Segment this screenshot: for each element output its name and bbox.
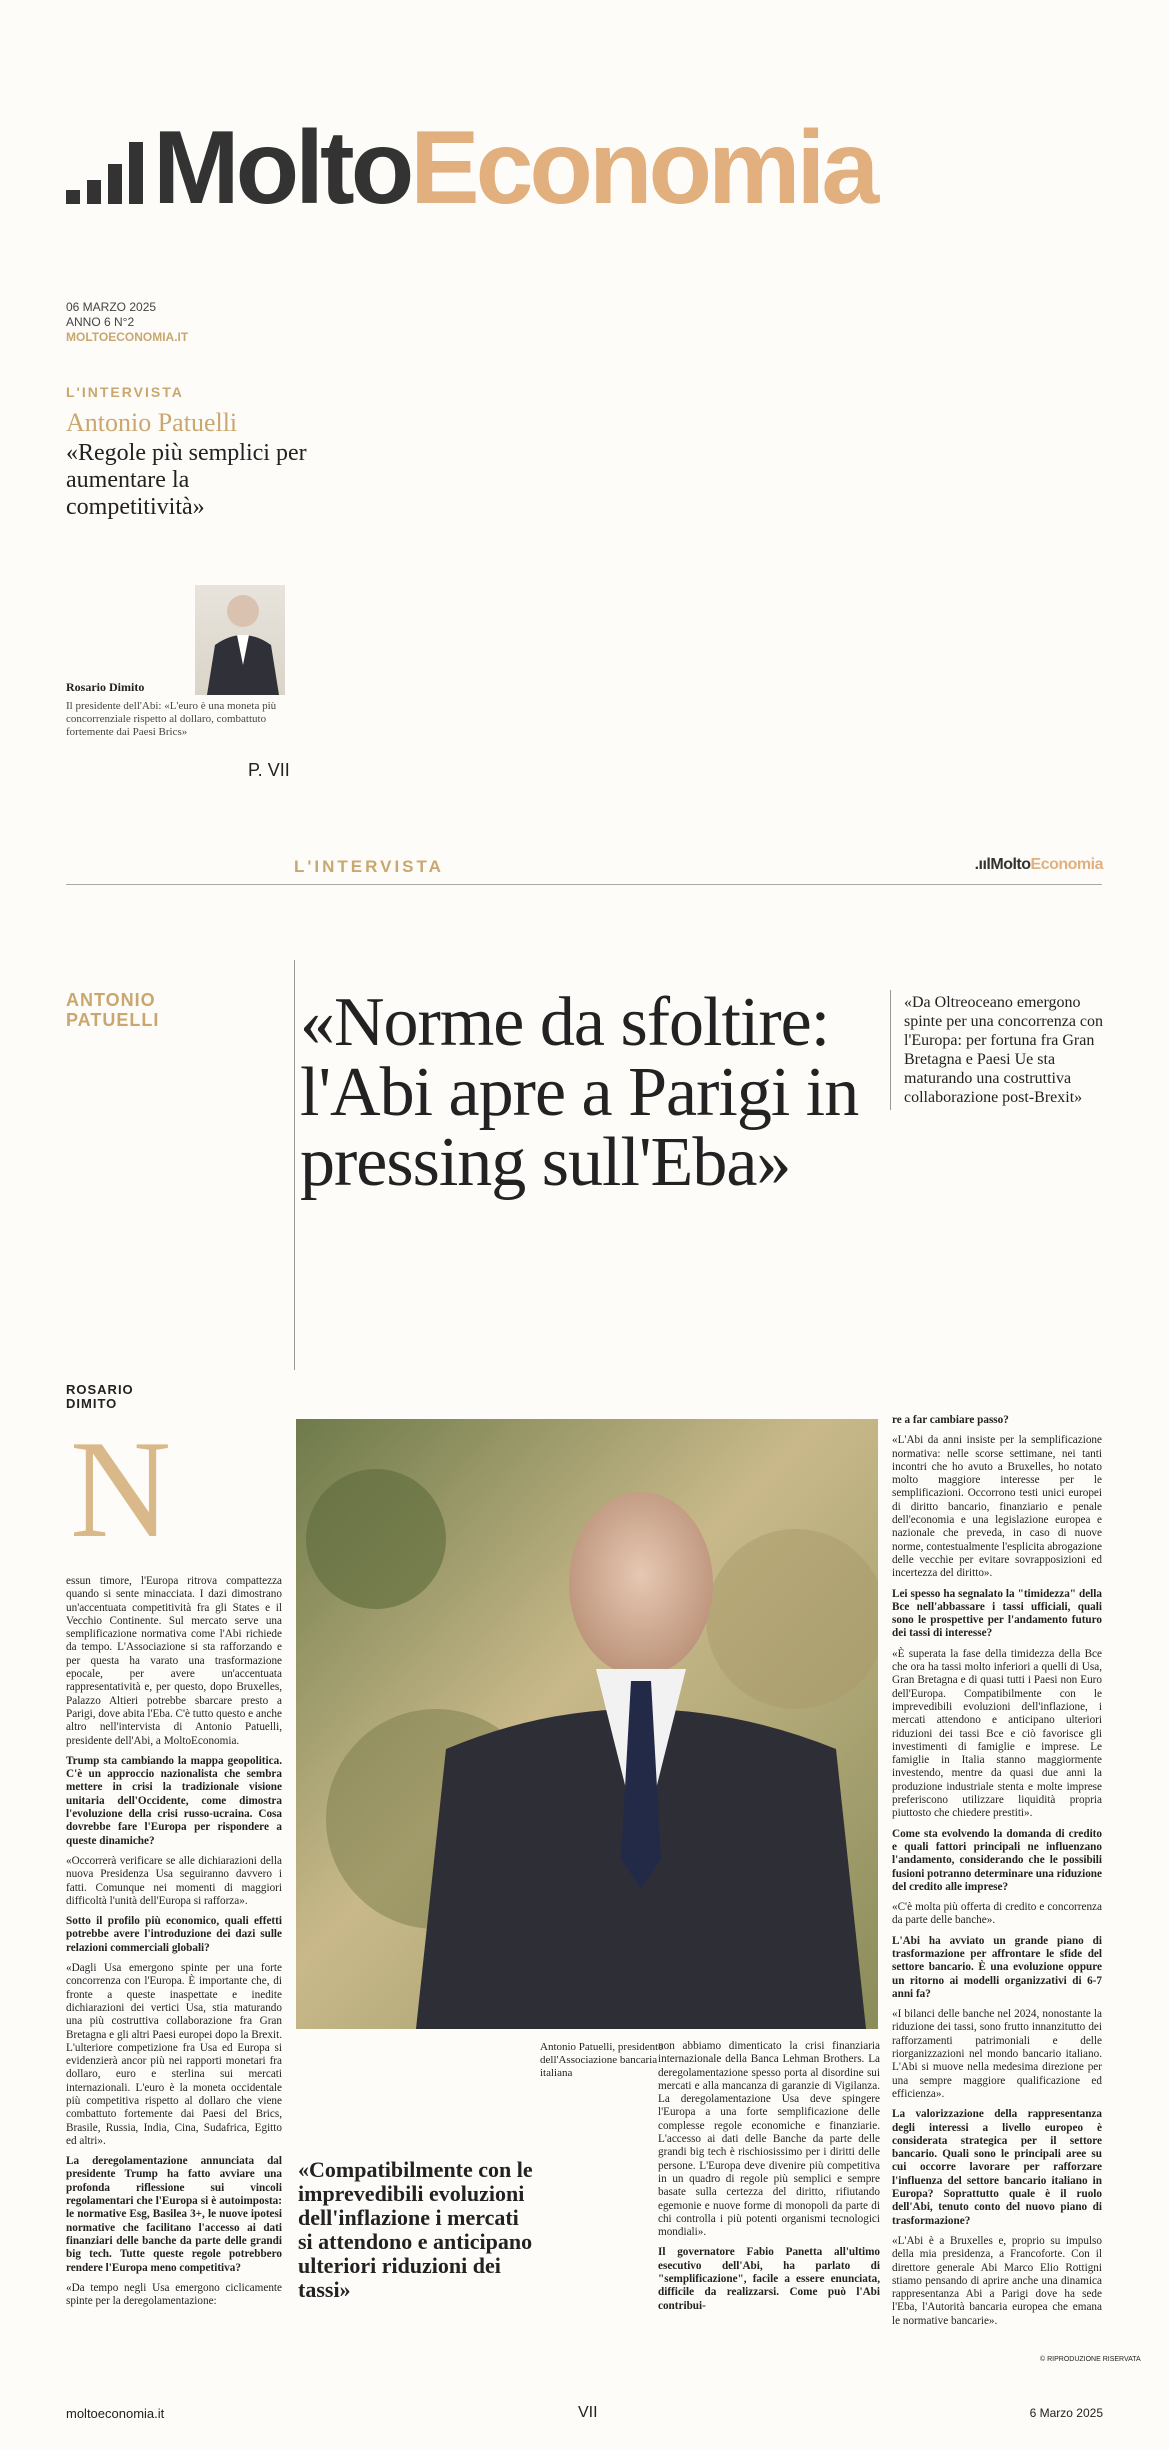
interview-paragraph: non abbiamo dimenticato la crisi finanziaria internazionale della Banca Lehman Brothers. La deregolamentazione spesso porta al disordine sui mercati e alla mancanza di garanzie di Vigilanza. La deregolamentazione Usa deve spingere l'Europa a una forte semplificazione delle complesse regole economiche e finanziarie. L'accesso ai dati delle Banche da parte delle grandi big tech è rischiosissimo per i diritti delle persone. L'Europa deve divenire più competitiva in un quadro di regole più semplici e sempre basate sulla certezza del diritto, rifiutando egemonie e nuove forme di monopoli da parte di chi controlla i più potenti organismi tecnologici mondiali». xyxy=(658,2040,880,2239)
vertical-rule xyxy=(294,960,295,1370)
issue-info xyxy=(66,300,188,345)
interview-paragraph: «I bilanci delle banche nel 2024, nonostante la riduzione dei tassi, sono frutto innanzitutto dei rafforzamenti patrimoniali e delle riorganizzazioni nel mondo bancario italiano. L'Abi si muove nella medesima direzione per una sempre maggiore qualificazione ed efficienza». xyxy=(892,2008,1102,2100)
copyright: © RIPRODUZIONE RISERVATA xyxy=(1040,2356,1141,2363)
interview-paragraph: «È superata la fase della timidezza della Bce che ora ha tassi molto inferiori a quelli di Usa, Gran Bretagna e di quasi tutti i Paesi non Euro dell'Europa. Compatibilmente con le imprevedibili evoluzioni dell'inflazione, i mercati attendono e anticipano ulteriori riduzioni dei tassi Bce e ciò favorisce gli investimenti di famiglie e imprese. Le famiglie in Italia stanno maggiormente investendo, mentre da quasi due anni la produzione industriale stenta e molte imprese preferiscono utilizzare liquidità propria piuttosto che chiedere prestiti». xyxy=(892,1647,1102,1820)
article-kicker: L'INTERVISTA xyxy=(294,857,444,876)
article-photo xyxy=(296,1419,878,2029)
interview-paragraph: «Da tempo negli Usa emergono ciclicamente spinte per la deregolamentazione: xyxy=(66,2281,282,2308)
issue-number: ANNO 6 N°2 xyxy=(66,315,135,329)
headline: «Norme da sfoltire: l'Abi apre a Parigi in pressing sull'Eba» xyxy=(300,984,859,1201)
teaser-photo xyxy=(195,585,285,695)
interview-paragraph: essun timore, l'Europa ritrova compattezza quando si sente minacciata. I dazi dimostrano un'accentuata competitività fra gli States e il Vecchio Continente. Sul mercato serve una semplificazione normativa come l'Abi richiede da tempo. L'Associazione si sta rafforzando e per questa ha varato una trasformazione epocale, per avere un'accentuata rappresentatività e, per questo, dopo Bruxelles, Palazzo Altieri potrebbe sbarcare presto a Parigi, dove abita l'Eba. C'è tutto questo e anche altro nell'intervista di Antonio Patuelli, presidente dell'Abi, a MoltoEconomia. xyxy=(66,1575,282,1747)
interview-question: La deregolamentazione annunciata dal presidente Trump ha fatto avviare una profonda riflessione sui vincoli regolamentari che l'Europa si è autoimposta: le normative Esg, Basilea 3+, le nuove ipotesi normative che facilitano l'accesso ai dati finanziari delle banche da parte delle grandi big tech. Tutte queste regole potrebbero rendere l'Europa meno competitiva? xyxy=(66,2155,282,2274)
vertical-rule xyxy=(890,990,891,1110)
footer-site[interactable]: moltoeconomia.it xyxy=(66,2406,165,2421)
interview-question: Lei spesso ha segnalato la "timidezza" della Bce nell'abbassare i tassi ufficiali, quali sono le prospettive per l'andamento futuro dei tassi di interesse? xyxy=(892,1587,1102,1640)
teaser-byline: Rosario Dimito xyxy=(66,680,145,694)
interview-question: re a far cambiare passo? xyxy=(892,1414,1009,1426)
article-column-2 xyxy=(658,2040,880,2320)
teaser-caption: Il presidente dell'Abi: «L'euro è una moneta più concorrenziale rispetto al dollaro, combattuto fortemente dai Paesi Brics» xyxy=(66,700,277,738)
footer-page: VII xyxy=(578,2404,598,2421)
interview-question: La valorizzazione della rappresentanza degli interessi a livello europeo è considerata strategica per il settore bancario. Quali sono le principali aree su cui occorre lavorare per rafforzare l'influenza del settore bancario italiano in Europa? Soprattutto quale è il ruolo dell'Abi, tenuto conto del nuovo piano di trasformazione? xyxy=(892,2108,1102,2227)
brand-economia: Economia xyxy=(410,110,876,226)
portrait-photo-icon xyxy=(296,1419,878,2029)
article-column-3 xyxy=(892,1414,1102,2335)
footer-date: 6 Marzo 2025 xyxy=(1029,2406,1103,2420)
interview-paragraph: «Occorrerà verificare se alle dichiarazioni della nuova Presidenza Usa seguiranno davvero i fatti. Comunque nei momenti di maggiori difficoltà l'unità dell'Europa si rafforza». xyxy=(66,1854,282,1907)
interview-paragraph: «Dagli Usa emergono spinte per una forte concorrenza con l'Europa. È importante che, di fronte a queste inaspettate e inedite dichiarazioni dei vertici Usa, stia maturando una più costruttiva collaborazione fra Gran Bretagna e gli altri Paesi europei dopo la Brexit. L'ulteriore competizione fra Usa ed Europa si evidenzierà ancor più nei rapporti monetari fra dollaro, euro e sterlina sui mercati internazionali. L'euro è la moneta occidentale più competitiva rispetto al dollaro che viene combattuto fortemente dai Paesi del Brics, Brasile, Russia, India, Cina, Sudafrica, Egitto ed altri». xyxy=(66,1962,282,2147)
interview-question: Sotto il profilo più economico, quali effetti potrebbe avere l'introduzione dei dazi sulle relazioni commerciali globali? xyxy=(66,1915,282,1954)
dropcap: N xyxy=(70,1412,172,1567)
header-rule xyxy=(66,884,1102,885)
issue-date: 06 MARZO 2025 xyxy=(66,300,157,314)
side-name: ANTONIO PATUELLI xyxy=(66,990,160,1030)
interview-question: Trump sta cambiando la mappa geopolitica. C'è un approccio nazionalista che sembra mettere in crisi la tradizionale visione unitaria dell'Occidente, come dimostra l'evoluzione della crisi russo-ucraina. Cosa dovrebbe fare l'Europa per rispondere a queste dinamiche? xyxy=(66,1754,282,1847)
masthead xyxy=(66,110,876,226)
teaser-quote[interactable]: «Regole più semplici per aumentare la competitività» xyxy=(66,440,307,520)
interview-question: Il governatore Fabio Panetta all'ultimo esecutivo dell'Abi, ha parlato di "semplificazione", facile a essere enunciata, difficile da realizzarsi. Come può l'Abi contribui- xyxy=(658,2246,880,2312)
photo-caption: Antonio Patuelli, presidente dell'Associazione bancaria italiana xyxy=(540,2041,664,2079)
brand-molto: Molto xyxy=(153,110,411,226)
person-photo-icon xyxy=(195,585,285,695)
bars-logo-icon xyxy=(66,142,143,220)
teaser-name: Antonio Patuelli xyxy=(66,408,238,437)
interview-paragraph: «L'Abi da anni insiste per la semplificazione normativa: nelle scorse settimane, nei tanti incontri che ho avuto a Bruxelles, ho notato molto maggiore interesse per le semplificazioni. Occorrono testi unici europei di diritto bancario, finanziario e penale dell'economia e una legislazione europea e nazionale che preveda, in caso di nuove norme, contestualmente l'esplicita abrogazione delle vecchie per evitare sovrapposizioni ed incertezza del diritto». xyxy=(892,1434,1102,1580)
teaser-kicker: L'INTERVISTA xyxy=(66,384,184,400)
pull-quote-top: «Da Oltreoceano emergono spinte per una concorrenza con l'Europa: per fortuna fra Gran Bretagna e Paesi Ue sta maturando una costruttiva collaborazione post-Brexit» xyxy=(904,994,1104,1106)
interview-paragraph: «C'è molta più offerta di credito e concorrenza da parte delle banche». xyxy=(892,1901,1102,1927)
interview-question: Come sta evolvendo la domanda di credito e quali fattori principali ne influenzano l'andamento, considerando che le possibili fusioni potranno determinare una riduzione del credito alle imprese? xyxy=(892,1827,1102,1893)
mini-logo: .ıılMoltoEconomia xyxy=(974,856,1103,873)
interview-question: L'Abi ha avviato un grande piano di trasformazione per affrontare le sfide del settore bancario. È una evoluzione oppure un ritorno ai modelli organizzativi di 6-7 anni fa? xyxy=(892,1934,1102,2000)
byline: ROSARIO DIMITO xyxy=(66,1382,134,1411)
interview-paragraph: «L'Abi è a Bruxelles e, proprio su impulso della mia presidenza, a Francoforte. Con il direttore generale Abi Marco Elio Rottigni stiamo pensando di aprire anche una dinamica rappresentanza Abi a Parigi dove ha sede l'Eba, l'Autorità bancaria europea che emana le normative bancarie». xyxy=(892,2234,1102,2327)
pull-quote-bottom: «Compatibilmente con le imprevedibili evoluzioni dell'inflazione i mercati si attendono e anticipano ulteriori riduzioni dei tassi» xyxy=(298,2157,533,2302)
issue-site-link[interactable]: MOLTOECONOMIA.IT xyxy=(66,330,189,344)
article-column-1 xyxy=(66,1575,282,2315)
teaser-page-ref[interactable]: P. VII xyxy=(248,760,290,780)
